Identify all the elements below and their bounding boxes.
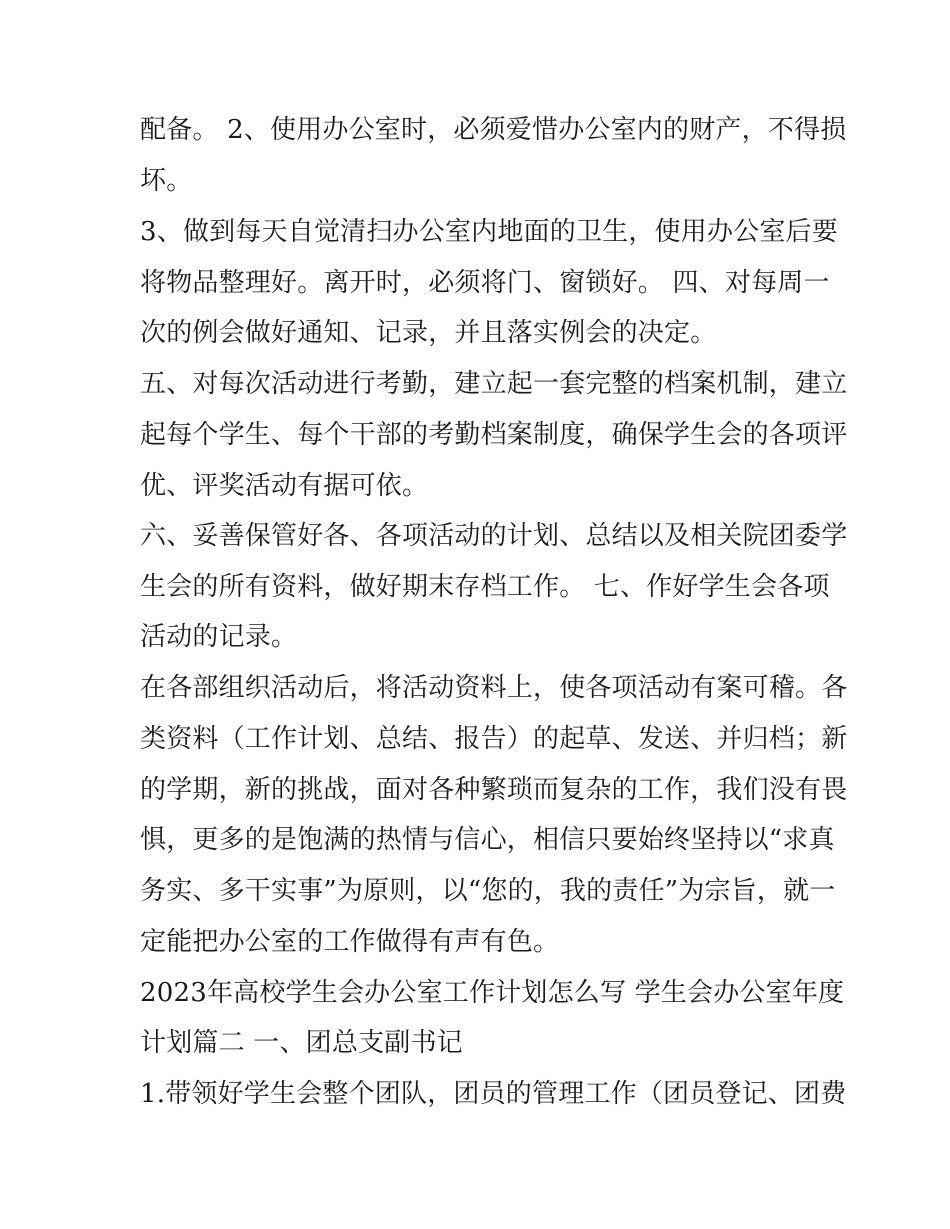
text-line: 务实、多干实事”为原则，以“您的，我的责任”为宗旨，就一 bbox=[140, 876, 836, 906]
text-line: 五、对每次活动进行考勤，建立起一套完整的档案机制，建立 bbox=[140, 369, 848, 399]
text-line: 计划篇二 一、团总支副书记 bbox=[140, 1028, 463, 1058]
text-line: 次的例会做好通知、记录，并且落实例会的决定。 bbox=[140, 318, 717, 348]
text-line: 将物品整理好。离开时，必须将门、窗锁好。 四、对每周一 bbox=[140, 268, 830, 298]
text-line: 起每个学生、每个干部的考勤档案制度，确保学生会的各项评 bbox=[140, 420, 848, 450]
text-line: 3、做到每天自觉清扫办公室内地面的卫生，使用办公室后要 bbox=[140, 217, 838, 247]
text-line: 1.带领好学生会整个团队，团员的管理工作（团员登记、团费 bbox=[140, 1079, 847, 1109]
text-line: 活动的记录。 bbox=[140, 622, 298, 652]
text-line: 六、妥善保管好各、各项活动的计划、总结以及相关院团委学 bbox=[140, 521, 848, 551]
text-line: 生会的所有资料，做好期末存档工作。 七、作好学生会各项 bbox=[140, 572, 830, 602]
text-line: 优、评奖活动有据可依。 bbox=[140, 471, 429, 501]
text-line: 惧，更多的是饱满的热情与信心，相信只要始终坚持以“求真 bbox=[140, 825, 835, 855]
text-line: 定能把办公室的工作做得有声有色。 bbox=[140, 927, 560, 957]
text-line: 类资料（工作计划、总结、报告）的起草、发送、并归档；新 bbox=[140, 724, 848, 754]
text-line: 配备。 2、使用办公室时，必须爱惜办公室内的财产，不得损 bbox=[140, 115, 847, 145]
text-line: 的学期，新的挑战，面对各种繁琐而复杂的工作，我们没有畏 bbox=[140, 775, 848, 805]
text-line: 在各部组织活动后，将活动资料上，使各项活动有案可稽。各 bbox=[140, 673, 848, 703]
text-line: 2023年高校学生会办公室工作计划怎么写 学生会办公室年度 bbox=[140, 978, 845, 1008]
text-line: 坏。 bbox=[140, 166, 193, 196]
